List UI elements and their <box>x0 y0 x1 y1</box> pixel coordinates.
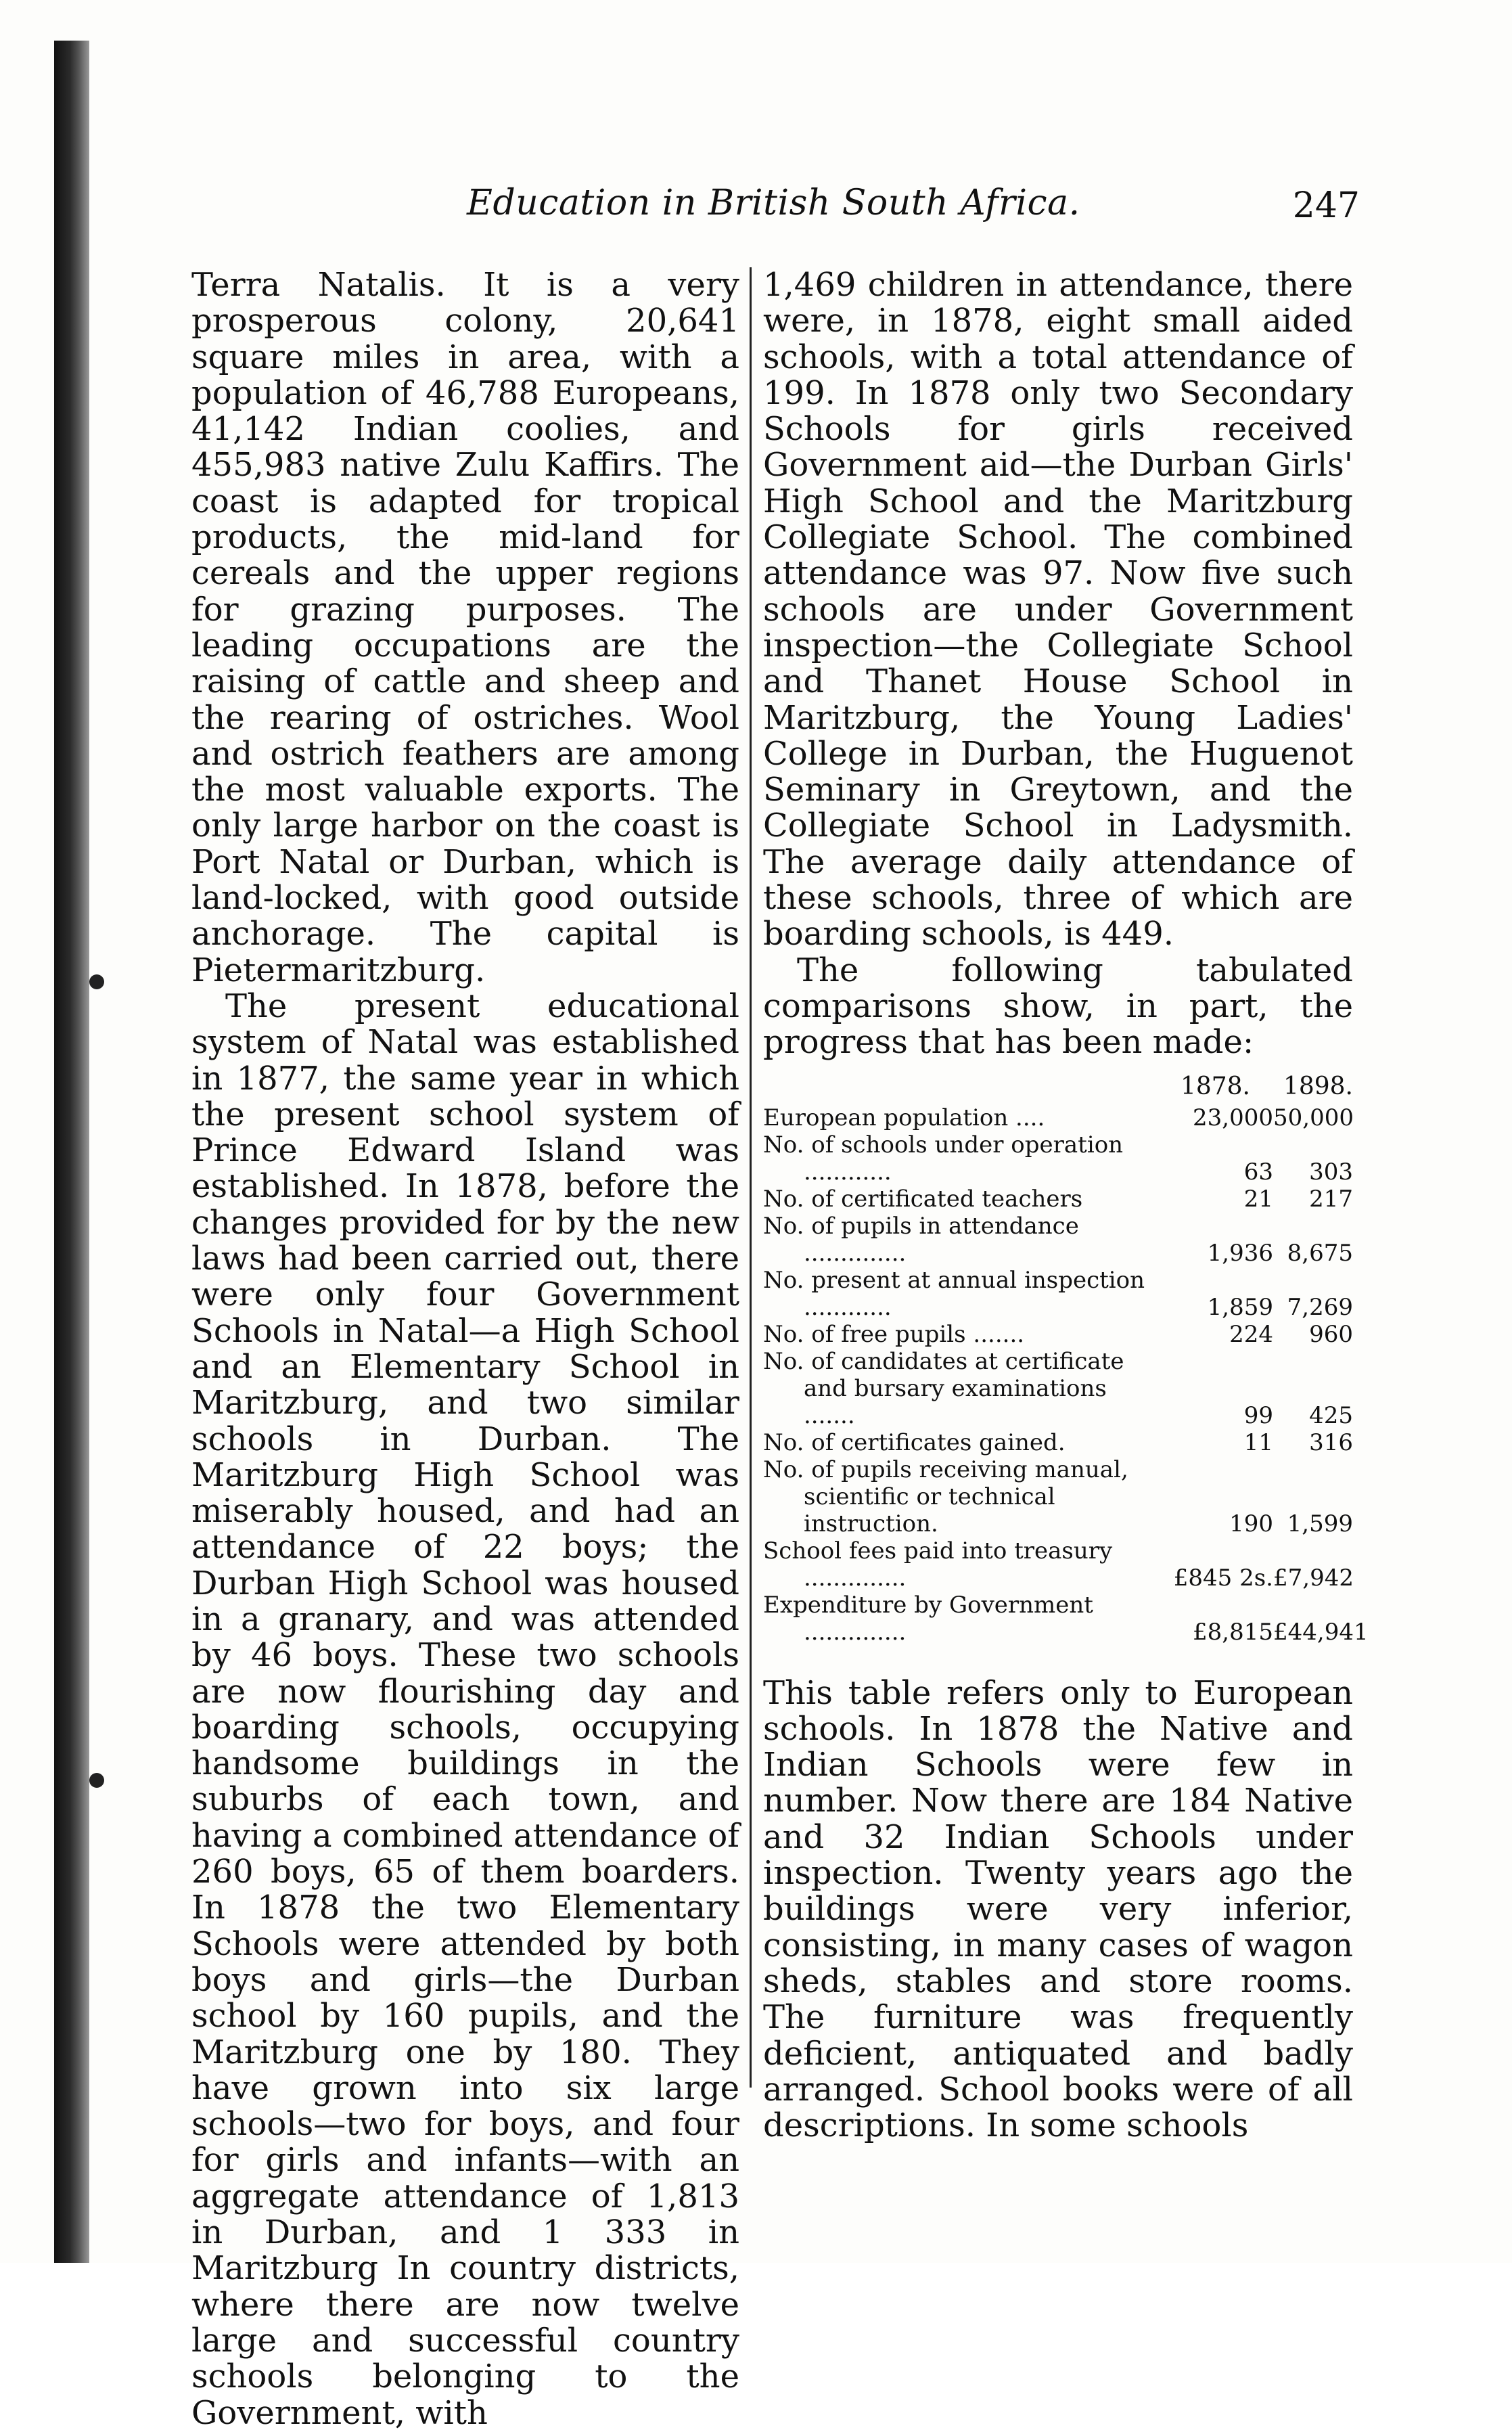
table-row <box>763 1131 1353 1186</box>
row-label: European population .... <box>763 1104 1045 1131</box>
table-body <box>763 1104 1369 1646</box>
row-label: No. of schools under operation ............ <box>763 1131 1124 1186</box>
table-row <box>763 1537 1353 1592</box>
right-column <box>763 266 1369 2145</box>
value-1878: £845 2s. <box>1173 1564 1273 1592</box>
value-1898: 217 <box>1309 1185 1353 1213</box>
value-1878: 99 <box>1243 1401 1273 1429</box>
value-1878: 1,859 <box>1207 1293 1273 1321</box>
page-number: 247 <box>1292 185 1360 226</box>
table-header <box>763 1073 1353 1100</box>
table-row <box>763 1213 1353 1267</box>
running-title: Education in British South Africa. <box>467 183 1080 223</box>
value-1898: 50,000 <box>1273 1104 1354 1131</box>
progress-table <box>763 1072 1369 1646</box>
value-1898: 303 <box>1309 1158 1353 1186</box>
value-1898: 960 <box>1309 1320 1353 1348</box>
value-1898: £7,942 <box>1273 1564 1354 1592</box>
row-label: No. of pupils in attendance .............. <box>763 1212 1079 1267</box>
row-label: No. of candidates at certificate and bursary examinations ....... <box>763 1347 1124 1429</box>
table-row <box>763 1348 1353 1429</box>
row-label: No. of pupils receiving manual, scientific or technical instruction. <box>763 1456 1128 1537</box>
column-divider <box>750 267 752 2088</box>
paragraph: The following tabulated comparisons show, in part, the progress that has been made: <box>763 951 1353 1062</box>
value-1898: 1,599 <box>1287 1510 1353 1537</box>
table-row <box>763 1429 1353 1456</box>
left-column <box>191 267 739 2431</box>
row-label: No. of certificated teachers <box>763 1185 1083 1213</box>
value-1898: 8,675 <box>1287 1239 1353 1267</box>
table-row <box>763 1321 1353 1348</box>
page-header <box>467 183 1360 237</box>
book-spine-shadow <box>54 41 89 2263</box>
table-row <box>763 1267 1353 1321</box>
paragraph: Terra Natalis. It is a very prosperous colony, 20,641 square miles in area, with a population of 46,788 Europeans, 41,142 Indian coolies, and 455,983 native Zulu Kaffirs. The coast is adapted for tropical products, the mid-land for cereals and the upper regions for grazing purposes. The leading occupations are the raising of cattle and sheep and the rearing of ostriches. Wool and ostrich feathers are among the most valuable exports. The only large harbor on the coast is Port Natal or Durban, which is land-locked, with good outside anchorage. The capital is Pietermaritzburg. <box>191 266 739 989</box>
value-1878: 63 <box>1243 1158 1273 1186</box>
row-label: No. present at annual inspection ............ <box>763 1266 1145 1321</box>
column-header-1898: 1898. <box>1283 1072 1353 1100</box>
value-1898: 316 <box>1309 1428 1353 1456</box>
paragraph: This table refers only to European schools. In 1878 the Native and Indian Schools were few in number. Now there are 184 Native and 32 Indian Schools under inspection. Twenty years ago the buildings were very inferior, consisting, in many cases of wagon sheds, stables and store rooms. The furniture was frequently deficient, antiquated and badly arranged. School books were of all descriptions. In some schools <box>763 1673 1353 2145</box>
row-label: School fees paid into treasury .............. <box>763 1537 1113 1592</box>
row-label: Expenditure by Government .............. <box>763 1591 1093 1646</box>
value-1878: 21 <box>1243 1185 1273 1213</box>
value-1898: £44,941 <box>1273 1618 1369 1646</box>
value-1878: 190 <box>1229 1510 1273 1537</box>
value-1878: 23,000 <box>1193 1104 1273 1131</box>
row-label: No. of free pupils ....... <box>763 1320 1025 1348</box>
margin-mark <box>89 1773 104 1788</box>
row-label: No. of certificates gained. <box>763 1428 1066 1456</box>
table-row <box>763 1456 1353 1537</box>
margin-mark <box>89 974 104 989</box>
table-row <box>763 1186 1353 1213</box>
value-1878: £8,815 <box>1193 1618 1273 1646</box>
value-1898: 425 <box>1309 1401 1353 1429</box>
column-header-1878: 1878. <box>1180 1072 1250 1100</box>
value-1878: 11 <box>1243 1428 1273 1456</box>
table-row <box>763 1104 1353 1131</box>
value-1878: 224 <box>1229 1320 1273 1348</box>
table-row <box>763 1591 1369 1646</box>
value-1898: 7,269 <box>1287 1293 1353 1321</box>
paragraph: The present educational system of Natal was established in 1877, the same year in which the present school system of Prince Edward Island was established. In 1878, before the changes provided for by the new laws had been carried out, there were only four Government Schools in Natal—a High School and an Elementary School in Maritzburg, and two similar schools in Durban. The Maritzburg High School was miserably housed, and had an attendance of 22 boys; the Durban High School was housed in a granary, and was attended by 46 boys. These two schools are now flourishing day and boarding schools, occupying handsome buildings in the suburbs of each town, and having a combined attendance of 260 boys, 65 of them boarders. In 1878 the two Elementary Schools were attended by both boys and girls—the Durban school by 160 pupils, and the Maritzburg one by 180. They have grown into six large schools—two for boys, and four for girls and infants—with an aggregate attendance of 1,813 in Durban, and 1 333 in Maritzburg In country districts, where there are now twelve large and successful country schools belonging to the Government, with <box>191 987 739 2432</box>
paragraph: 1,469 children in attendance, there were, in 1878, eight small aided schools, with a total attendance of 199. In 1878 only two Secondary Schools for girls received Government aid—the Durban Girls' High School and the Maritzburg Collegiate School. The combined attendance was 97. Now five such schools are under Government inspection—the Collegiate School and Thanet House School in Maritzburg, the Young Ladies' College in Durban, the Huguenot Seminary in Greytown, and the Collegiate School in Ladysmith. The average daily attendance of these schools, three of which are boarding schools, is 449. <box>763 266 1353 953</box>
value-1878: 1,936 <box>1207 1239 1273 1267</box>
